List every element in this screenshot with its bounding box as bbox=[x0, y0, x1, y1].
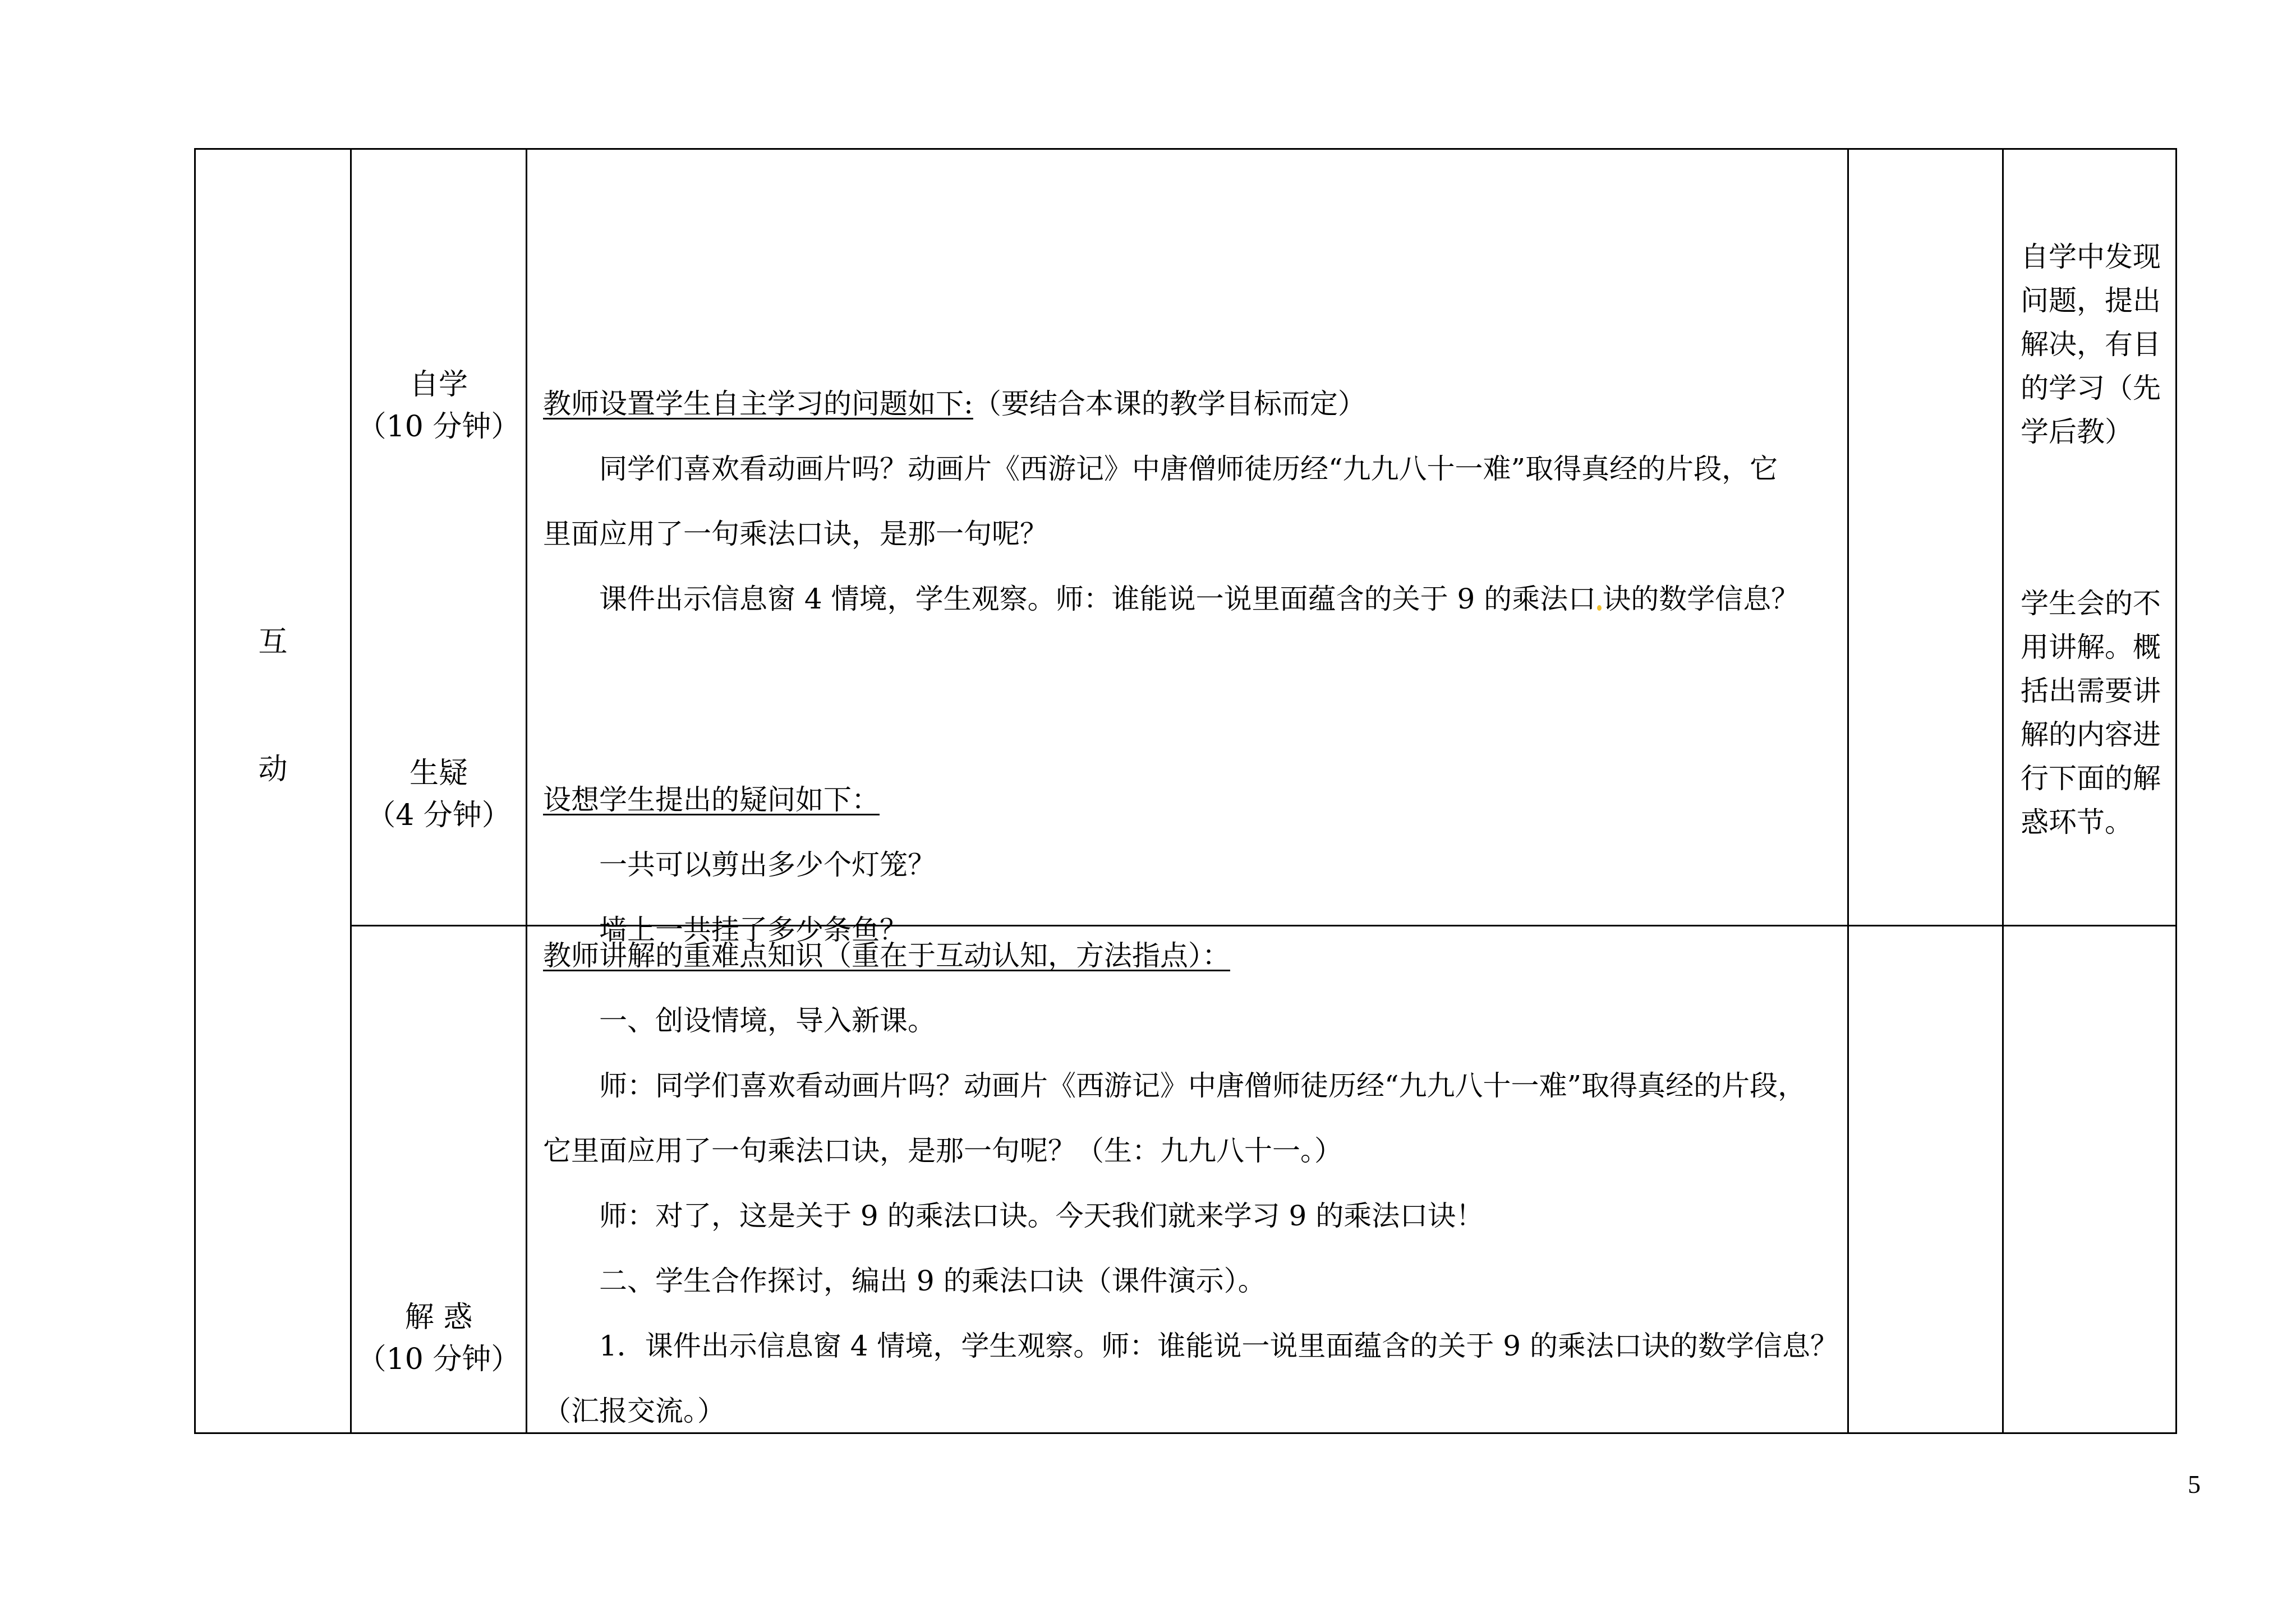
phase-jiehuo bbox=[352, 1297, 526, 1381]
blank-cell-row1 bbox=[1848, 149, 2003, 926]
margin-mark bbox=[1597, 605, 1602, 611]
jiehuo-line-1: 一、创设情境，导入新课。 bbox=[599, 1004, 936, 1037]
note-cell-row2 bbox=[2003, 926, 2177, 1433]
phase-zixue bbox=[352, 364, 526, 449]
note-shengyi-line: 行下面的解 bbox=[2021, 762, 2161, 795]
note-zixue bbox=[2021, 235, 2170, 454]
note-shengyi-line: 解的内容进 bbox=[2021, 718, 2161, 751]
jiehuo-content bbox=[527, 923, 1847, 1444]
note-shengyi-line: 用讲解。概 bbox=[2021, 631, 2161, 663]
phase-shengyi-time: （4 分钟） bbox=[366, 799, 511, 833]
jiehuo-line-2: 师：同学们喜欢看动画片吗？动画片《西游记》中唐僧师徒历经“九九八十一难”取得真经的片段， bbox=[599, 1069, 1806, 1102]
zixue-content bbox=[527, 371, 1847, 631]
table-row-jiehuo bbox=[195, 926, 2177, 1433]
shengyi-heading-line bbox=[543, 767, 1837, 832]
phase-cell-zixue-shengyi bbox=[351, 149, 527, 926]
zixue-line-3-part-b: 诀的数学信息？ bbox=[1603, 583, 1800, 615]
shengyi-line-1: 一共可以剪出多少个灯笼？ bbox=[599, 849, 936, 881]
note-shengyi-line: 学生会的不 bbox=[2021, 587, 2161, 620]
note-zixue-line: 的学习（先 bbox=[2021, 372, 2161, 404]
zixue-heading-suffix: （要结合本课的教学目标而定） bbox=[973, 388, 1366, 420]
zixue-line-2: 里面应用了一句乘法口诀，是那一句呢？ bbox=[543, 518, 1048, 550]
jiehuo-line-5: 二、学生合作探讨，编出 9 的乘法口诀（课件演示）。 bbox=[599, 1265, 1266, 1297]
lesson-plan-table bbox=[194, 148, 2177, 1434]
jiehuo-line-7: （汇报交流。） bbox=[543, 1395, 725, 1427]
jiehuo-heading: 教师讲解的重难点知识（重在于互动认知，方法指点）： bbox=[543, 939, 1230, 972]
zixue-line-3-part-a: 课件出示信息窗 4 情境，学生观察。师：谁能说一说里面蕴含的关于 9 的乘法口 bbox=[599, 583, 1596, 615]
note-cell-row1 bbox=[2003, 149, 2177, 926]
phase-jiehuo-name: 解 惑 bbox=[404, 1301, 473, 1334]
phase-zixue-name: 自学 bbox=[409, 368, 468, 402]
stage-cell-hudong bbox=[195, 149, 351, 1433]
phase-shengyi bbox=[352, 753, 526, 837]
phase-jiehuo-time: （10 分钟） bbox=[357, 1343, 521, 1377]
zixue-heading-line bbox=[543, 371, 1837, 436]
jiehuo-line-4: 师：对了，这是关于 9 的乘法口诀。今天我们就来学习 9 的乘法口诀！ bbox=[599, 1200, 1484, 1232]
zixue-line-3 bbox=[543, 566, 1837, 631]
note-zixue-line: 自学中发现 bbox=[2021, 241, 2161, 273]
shengyi-line-2: 墙上一共挂了多少条鱼？ bbox=[599, 914, 908, 946]
phase-zixue-time: （10 分钟） bbox=[357, 410, 521, 444]
stage-char-hu: 互 bbox=[258, 625, 288, 659]
blank-cell-row2 bbox=[1848, 926, 2003, 1433]
jiehuo-heading-line bbox=[543, 923, 1837, 988]
note-zixue-line: 问题，提出 bbox=[2021, 284, 2161, 317]
note-zixue-line: 解决，有目 bbox=[2021, 328, 2161, 361]
table-row-zixue-shengyi bbox=[195, 149, 2177, 926]
note-shengyi-line: 惑环节。 bbox=[2021, 806, 2133, 838]
zixue-heading: 教师设置学生自主学习的问题如下: bbox=[543, 388, 973, 420]
phase-shengyi-name: 生疑 bbox=[409, 757, 468, 790]
phase-cell-jiehuo bbox=[351, 926, 527, 1433]
jiehuo-line-6: 1．课件出示信息窗 4 情境，学生观察。师：谁能说一说里面蕴含的关于 9 的乘法口诀的数学信息？ bbox=[599, 1330, 1839, 1362]
stage-char-dong: 动 bbox=[258, 753, 288, 786]
content-cell-zixue-shengyi bbox=[527, 149, 1848, 946]
shengyi-heading: 设想学生提出的疑问如下： bbox=[543, 783, 880, 816]
zixue-line-1: 同学们喜欢看动画片吗？动画片《西游记》中唐僧师徒历经“九九八十一难”取得真经的片段，它 bbox=[599, 453, 1778, 485]
note-shengyi-line: 括出需要讲 bbox=[2021, 675, 2161, 707]
content-cell-jiehuo bbox=[527, 926, 1848, 1433]
note-zixue-line: 学后教） bbox=[2021, 416, 2133, 448]
note-shengyi bbox=[2021, 582, 2170, 844]
page-number: 5 bbox=[2188, 1470, 2201, 1498]
jiehuo-line-3: 它里面应用了一句乘法口诀，是那一句呢？（生：九九八十一。） bbox=[543, 1135, 1342, 1167]
